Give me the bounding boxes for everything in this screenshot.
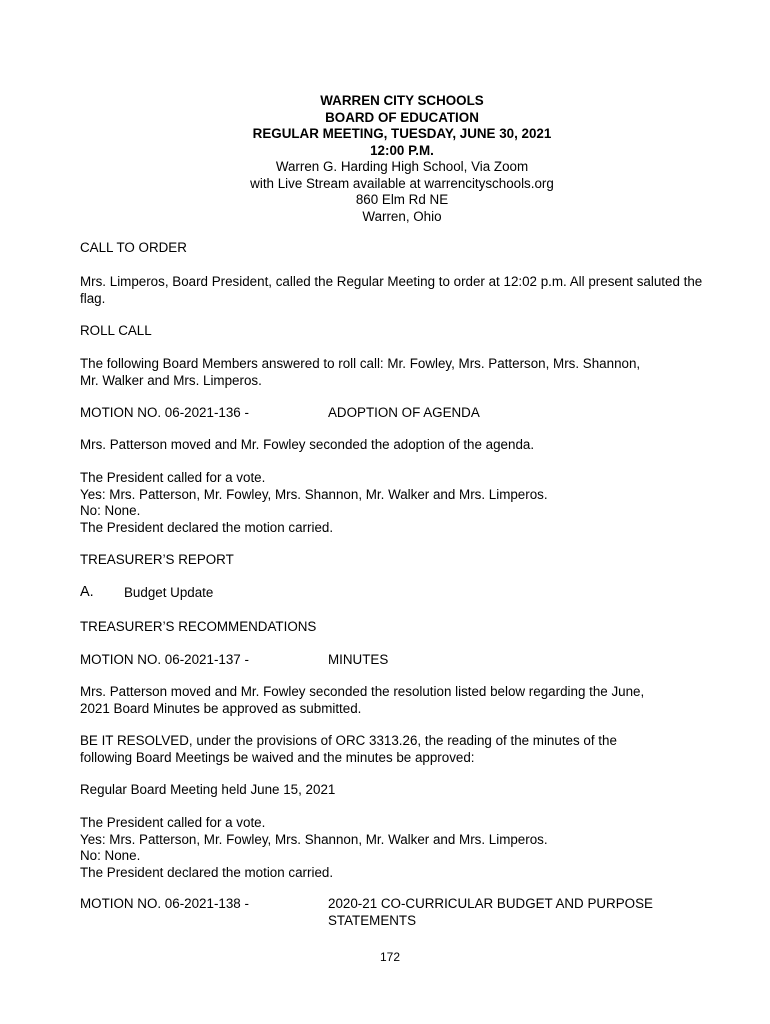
motion-137-resolved xyxy=(80,733,730,766)
motion-title xyxy=(328,896,653,929)
paragraph-line: flag. xyxy=(80,290,106,306)
motion-title-line: ADOPTION OF AGENDA xyxy=(328,405,480,420)
motion-title-line: 2020-21 CO-CURRICULAR BUDGET AND PURPOSE xyxy=(328,896,653,911)
vote-result: The President declared the motion carried. xyxy=(80,519,334,535)
treasurers-recommendations-heading xyxy=(80,619,730,636)
page-number: 172 xyxy=(379,950,401,964)
motion-137-moved xyxy=(80,684,730,717)
call-to-order-heading xyxy=(80,240,730,257)
roll-call-heading xyxy=(80,323,730,340)
vote-no: No: None. xyxy=(80,503,141,518)
vote-yes: Yes: Mrs. Patterson, Mr. Fowley, Mrs. Shannon, Mr. Walker and Mrs. Limperos. xyxy=(80,831,548,847)
vote-no: No: None. xyxy=(80,848,141,863)
motion-number: MOTION NO. 06-2021-136 - xyxy=(80,405,249,420)
vote-line: The President called for a vote. xyxy=(80,815,266,830)
paragraph-line: 2021 Board Minutes be approved as submitted. xyxy=(80,700,362,716)
motion-number: MOTION NO. 06-2021-137 - xyxy=(80,652,249,667)
motion-136-vote xyxy=(80,470,730,536)
item-letter: A. xyxy=(80,584,94,600)
meeting-location: Warren G. Harding High School, Via Zoom xyxy=(275,159,529,174)
call-to-order-text xyxy=(80,274,730,307)
paragraph-line: BE IT RESOLVED, under the provisions of ORC 3313.26, the reading of the minutes of the xyxy=(80,733,617,748)
motion-137-vote xyxy=(80,815,730,881)
treasurers-report-heading xyxy=(80,552,730,569)
paragraph-line: Mrs. Patterson moved and Mr. Fowley seconded the adoption of the agenda. xyxy=(80,437,535,452)
paragraph-line: Regular Board Meeting held June 15, 2021 xyxy=(80,782,336,797)
motion-136-moved xyxy=(80,437,730,454)
motion-title xyxy=(328,405,480,422)
paragraph-line: Mr. Walker and Mrs. Limperos. xyxy=(80,372,262,388)
section-heading: TREASURER’S REPORT xyxy=(80,552,234,567)
meeting-title: REGULAR MEETING, TUESDAY, JUNE 30, 2021 xyxy=(252,126,552,141)
motion-number: MOTION NO. 06-2021-138 - xyxy=(80,896,249,911)
board-name: BOARD OF EDUCATION xyxy=(325,109,479,125)
roll-call-text xyxy=(80,356,730,389)
section-heading: ROLL CALL xyxy=(80,323,152,338)
vote-result: The President declared the motion carried. xyxy=(80,864,334,880)
section-heading: CALL TO ORDER xyxy=(80,240,187,255)
meeting-time: 12:00 P.M. xyxy=(370,142,434,158)
paragraph-line: following Board Meetings be waived and the minutes be approved: xyxy=(80,749,475,765)
treasurers-report-item xyxy=(80,584,730,604)
live-stream-note: with Live Stream available at warrencityschools.org xyxy=(250,175,554,191)
street-address: 860 Elm Rd NE xyxy=(355,192,449,207)
city-state: Warren, Ohio xyxy=(362,208,442,224)
item-label: Budget Update xyxy=(124,585,214,600)
vote-yes: Yes: Mrs. Patterson, Mr. Fowley, Mrs. Shannon, Mr. Walker and Mrs. Limperos. xyxy=(80,486,548,502)
meeting-header xyxy=(0,93,770,225)
paragraph-line: Mrs. Limperos, Board President, called the Regular Meeting to order at 12:02 p.m. All present saluted the xyxy=(80,274,703,289)
motion-title-line: STATEMENTS xyxy=(328,912,417,928)
paragraph-line: The following Board Members answered to roll call: Mr. Fowley, Mrs. Patterson, Mrs. Shannon, xyxy=(80,356,641,371)
district-name: WARREN CITY SCHOOLS xyxy=(320,93,484,108)
section-heading: TREASURER’S RECOMMENDATIONS xyxy=(80,619,317,634)
paragraph-line: Mrs. Patterson moved and Mr. Fowley seconded the resolution listed below regarding the June, xyxy=(80,684,645,699)
motion-137-meeting xyxy=(80,782,730,799)
motion-title-line: MINUTES xyxy=(328,652,389,667)
vote-line: The President called for a vote. xyxy=(80,470,266,485)
motion-title xyxy=(328,652,388,669)
